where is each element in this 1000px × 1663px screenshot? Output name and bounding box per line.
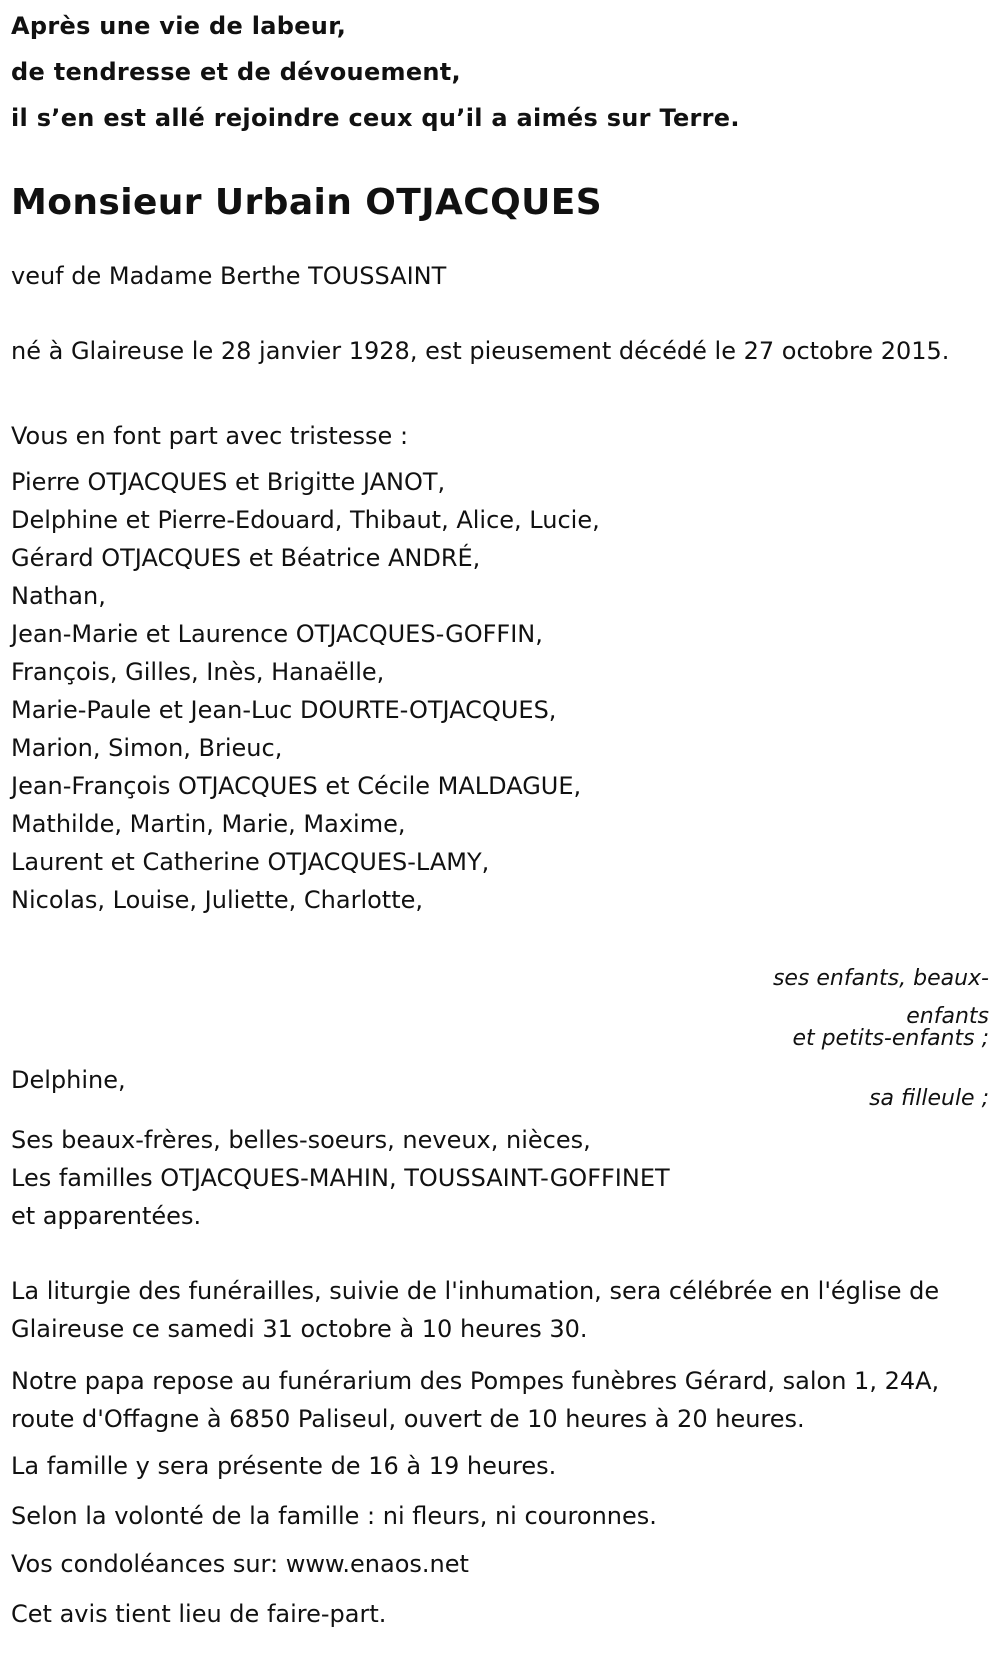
family-line: Pierre OTJACQUES et Brigitte JANOT, [11, 468, 446, 496]
family-line: Nathan, [11, 582, 106, 610]
relation-children-line-1: ses enfants, beaux-enfants [772, 966, 989, 1029]
family-line: François, Gilles, Inès, Hanaëlle, [11, 658, 385, 686]
family-line: Jean-François OTJACQUES et Cécile MALDAGUE, [11, 772, 582, 800]
spouse-line: veuf de Madame Berthe TOUSSAINT [11, 262, 447, 290]
family-line: Delphine et Pierre-Edouard, Thibaut, Alice, Lucie, [11, 506, 600, 534]
goddaughter-name: Delphine, [11, 1066, 126, 1094]
goddaughter-relation: sa filleule ; [869, 1086, 989, 1111]
birth-death-line: né à Glaireuse le 28 janvier 1928, est pieusement décédé le 27 octobre 2015. [11, 337, 950, 365]
flowers-note: Selon la volonté de la famille : ni fleurs, ni couronnes. [11, 1502, 657, 1530]
family-line: Laurent et Catherine OTJACQUES-LAMY, [11, 848, 490, 876]
deceased-name: Monsieur Urbain OTJACQUES [11, 182, 603, 223]
family-presence: La famille y sera présente de 16 à 19 heures. [11, 1452, 557, 1480]
condolences-line: Vos condoléances sur: www.enaos.net [11, 1550, 469, 1578]
funeral-home: Notre papa repose au funérarium des Pompes funèbres Gérard, salon 1, 24A, route d'Offagne à 6850 Paliseul, ouvert de 10 heures à 20 heures. [11, 1367, 940, 1433]
family-line: Jean-Marie et Laurence OTJACQUES-GOFFIN, [11, 620, 543, 648]
family-line: Mathilde, Martin, Marie, Maxime, [11, 810, 406, 838]
intro-line-2: de tendresse et de dévouement, [11, 58, 461, 86]
announce-line: Vous en font part avec tristesse : [11, 422, 409, 450]
intro-line-3: il s’en est allé rejoindre ceux qu’il a aimés sur Terre. [11, 104, 740, 132]
extended-family-line: et apparentées. [11, 1202, 202, 1230]
extended-family-line: Les familles OTJACQUES-MAHIN, TOUSSAINT-GOFFINET [11, 1164, 670, 1192]
announcement-note: Cet avis tient lieu de faire-part. [11, 1600, 387, 1628]
funeral-liturgy: La liturgie des funérailles, suivie de l'inhumation, sera célébrée en l'église de Glaireuse ce samedi 31 octobre à 10 heures 30. [11, 1277, 940, 1343]
family-line: Gérard OTJACQUES et Béatrice ANDRÉ, [11, 544, 481, 572]
family-line: Marion, Simon, Brieuc, [11, 734, 283, 762]
intro-line-1: Après une vie de labeur, [11, 12, 347, 40]
relation-children [749, 960, 989, 1036]
relation-children-line-2: et petits-enfants ; [792, 1026, 989, 1051]
family-line: Marie-Paule et Jean-Luc DOURTE-OTJACQUES, [11, 696, 557, 724]
extended-family-line: Ses beaux-frères, belles-soeurs, neveux, nièces, [11, 1126, 591, 1154]
family-line: Nicolas, Louise, Juliette, Charlotte, [11, 886, 424, 914]
